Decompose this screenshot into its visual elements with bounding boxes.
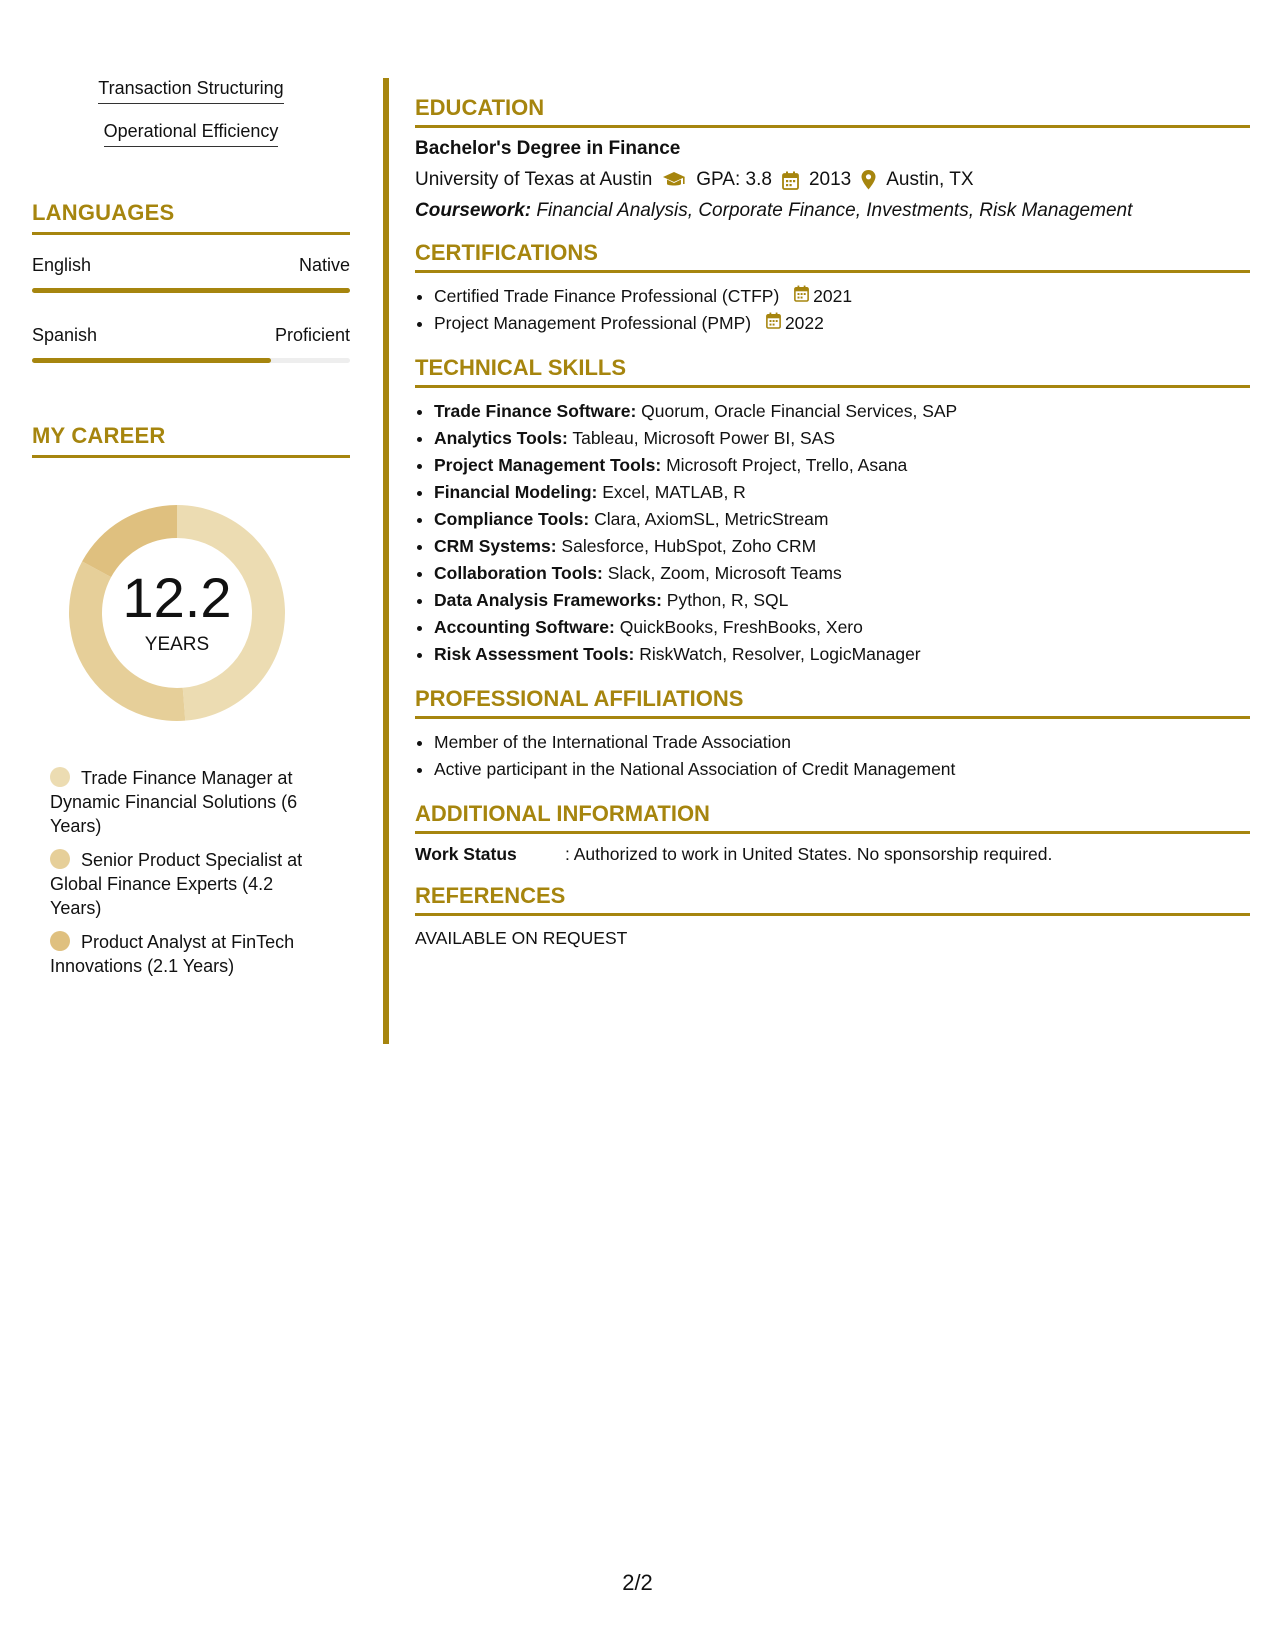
left-column: [32, 78, 350, 988]
skill-values: Excel, MATLAB, R: [597, 482, 746, 502]
language-name: English: [32, 255, 92, 275]
certifications-section: [415, 240, 1250, 337]
career-legend-item: [50, 930, 320, 978]
right-column: [415, 95, 1250, 967]
language-bar: [32, 288, 350, 293]
skill-values: Quorum, Oracle Financial Services, SAP: [636, 401, 958, 421]
skill-values: Python, R, SQL: [661, 590, 789, 610]
graduation-cap-icon: [662, 171, 686, 189]
column-divider: [383, 78, 389, 1044]
skill-category: Collaboration Tools:: [434, 563, 603, 583]
coursework-list: Financial Analysis, Corporate Finance, Investments, Risk Management: [531, 200, 1133, 221]
work-status-value: : Authorized to work in United States. No sponsorship required.: [565, 844, 1053, 864]
education-title: EDUCATION: [415, 95, 1250, 128]
skill-values: Salesforce, HubSpot, Zoho CRM: [556, 536, 817, 556]
affiliations-section: [415, 686, 1250, 783]
certification-item: [434, 310, 1250, 337]
references-section: [415, 883, 1250, 949]
language-item: [32, 325, 350, 363]
skill-category: Risk Assessment Tools:: [434, 644, 635, 664]
skill-category: Analytics Tools:: [434, 428, 568, 448]
career-legend: [32, 766, 350, 978]
career-donut-chart: [62, 498, 292, 728]
page-number: 2/2: [622, 1570, 653, 1595]
skill-category: Financial Modeling:: [434, 482, 598, 502]
career-legend-label: Senior Product Specialist at Global Finance Experts (4.2 Years): [50, 850, 303, 918]
language-level: Native: [298, 255, 350, 275]
certification-year: 2022: [784, 313, 824, 333]
language-item: [32, 255, 350, 293]
language-bar-fill: [32, 358, 271, 363]
career-title: MY CAREER: [32, 423, 350, 458]
skill-category: Data Analysis Frameworks:: [434, 590, 662, 610]
additional-info-section: [415, 801, 1250, 865]
skill-item: [434, 398, 1250, 425]
education-details: [415, 169, 1250, 191]
affiliation-item: • Active participant in the National Association of Credit Management: [434, 756, 1250, 783]
certification-name: Project Management Professional (PMP): [434, 313, 752, 333]
skill-values: Microsoft Project, Trello, Asana: [661, 455, 908, 475]
skill-item: [434, 452, 1250, 479]
skill-item: [434, 587, 1250, 614]
legend-dot-icon: [50, 767, 70, 787]
school-name: University of Texas at Austin: [415, 169, 653, 190]
language-name: Spanish: [32, 325, 98, 345]
certification-item: [434, 283, 1250, 310]
calendar-icon: [782, 171, 799, 190]
legend-dot-icon: [50, 849, 70, 869]
certification-year: 2021: [813, 286, 853, 306]
coursework: [415, 200, 1250, 222]
skill-item: [434, 506, 1250, 533]
skill-item: [434, 533, 1250, 560]
skill-category: CRM Systems:: [434, 536, 557, 556]
skill-values: QuickBooks, FreshBooks, Xero: [614, 617, 863, 637]
languages-list: [32, 255, 350, 363]
skill-values: RiskWatch, Resolver, LogicManager: [634, 644, 921, 664]
strengths-list: [32, 78, 350, 164]
education-section: [415, 95, 1250, 222]
references-title: REFERENCES: [415, 883, 1250, 916]
skill-item: [434, 614, 1250, 641]
career-legend-label: Product Analyst at FinTech Innovations (2.1 Years): [50, 932, 295, 976]
technical-skills-section: [415, 355, 1250, 668]
school-location: Austin, TX: [886, 169, 974, 190]
skill-values: Tableau, Microsoft Power BI, SAS: [567, 428, 836, 448]
references-text: AVAILABLE ON REQUEST: [415, 928, 628, 948]
strength-item: Operational Efficiency: [104, 121, 279, 147]
skill-category: Project Management Tools:: [434, 455, 662, 475]
calendar-icon: [794, 283, 813, 310]
skill-values: Clara, AxiomSL, MetricStream: [589, 509, 829, 529]
coursework-label: Coursework:: [415, 200, 532, 221]
language-level: Proficient: [274, 325, 350, 345]
skill-values: Slack, Zoom, Microsoft Teams: [602, 563, 842, 583]
skill-category: Trade Finance Software:: [434, 401, 637, 421]
career-legend-label: Trade Finance Manager at Dynamic Financial Solutions (6 Years): [50, 768, 298, 836]
technical-skills-title: TECHNICAL SKILLS: [415, 355, 1250, 388]
career-legend-item: [50, 766, 320, 838]
location-pin-icon: [861, 170, 876, 190]
strength-item: Transaction Structuring: [98, 78, 283, 104]
affiliations-title: PROFESSIONAL AFFILIATIONS: [415, 686, 1250, 719]
language-bar: [32, 358, 350, 363]
gpa: GPA: 3.8: [696, 169, 772, 190]
skill-category: Accounting Software:: [434, 617, 615, 637]
languages-title: LANGUAGES: [32, 200, 350, 235]
certification-name: Certified Trade Finance Professional (CTFP): [434, 286, 780, 306]
work-status-row: [415, 844, 1250, 865]
additional-info-title: ADDITIONAL INFORMATION: [415, 801, 1250, 834]
certifications-title: CERTIFICATIONS: [415, 240, 1250, 273]
language-bar-fill: [32, 288, 350, 293]
career-total: 12.2: [122, 566, 232, 629]
calendar-icon: [766, 310, 785, 337]
work-status-label: Work Status: [415, 844, 517, 864]
career-legend-item: [50, 848, 320, 920]
skill-item: [434, 425, 1250, 452]
legend-dot-icon: [50, 931, 70, 951]
affiliation-item: • Member of the International Trade Association: [434, 729, 1250, 756]
skill-item: [434, 641, 1250, 668]
graduation-year: 2013: [808, 169, 852, 190]
skill-item: [434, 479, 1250, 506]
skill-item: [434, 560, 1250, 587]
career-unit: YEARS: [144, 634, 210, 655]
degree-name: Bachelor's Degree in Finance: [415, 138, 681, 159]
skill-category: Compliance Tools:: [434, 509, 590, 529]
